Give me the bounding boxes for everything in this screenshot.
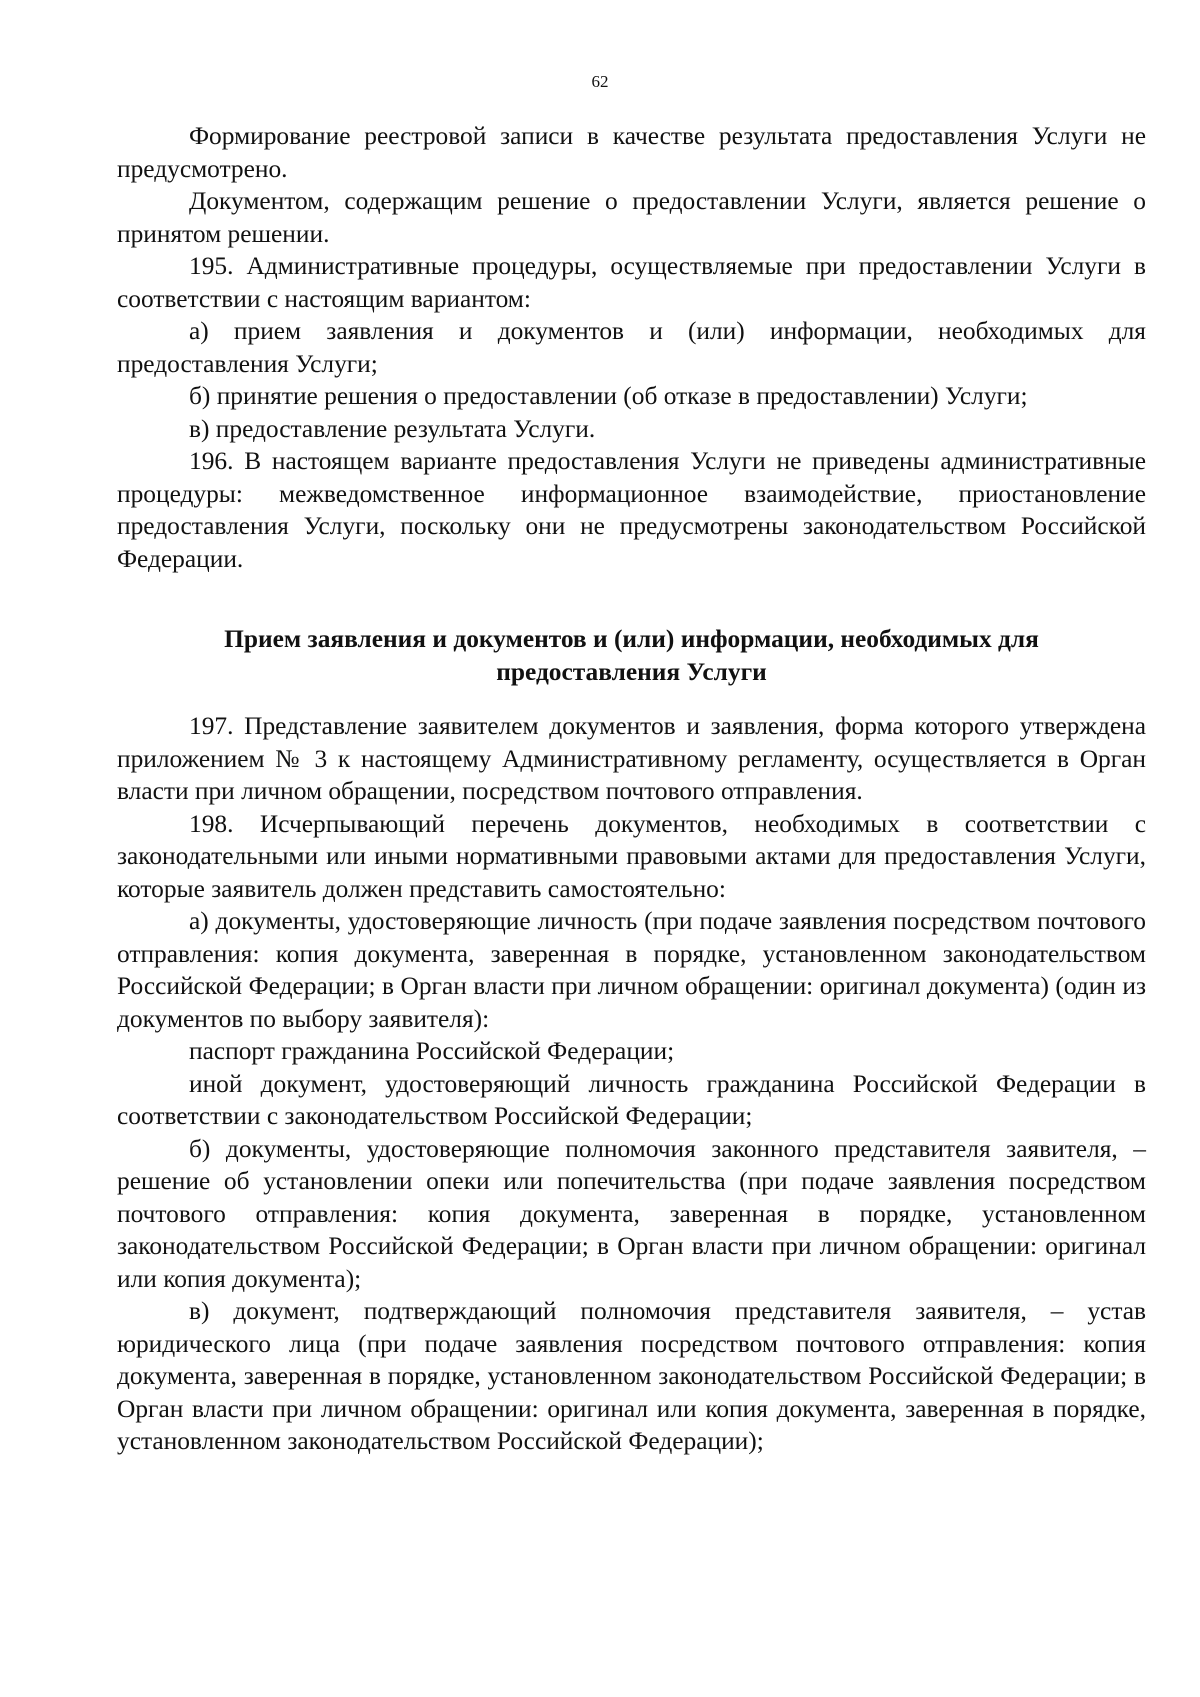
list-item-passport: паспорт гражданина Российской Федерации; [189, 1037, 675, 1065]
list-item-other-identity-document: иной документ, удостоверяющий личность гражданина Российской Федерации в соответствии с законодательством Российской Федерации; [117, 1069, 1146, 1130]
list-item-b-decision: б) принятие решения о предоставлении (об отказе в предоставлении) Услуги; [189, 382, 1028, 410]
list-item-v-result: в) предоставление результата Услуги. [189, 414, 596, 443]
paragraph-198: 198. Исчерпывающий перечень документов, необходимых в соответствии с законодательными или иными нормативными правовыми актами для предоставления Услуги, которые заявитель должен представить самостоятельно: [117, 809, 1146, 903]
section-heading-line-2: предоставления Услуги [496, 657, 767, 686]
list-item-a-reception: а) прием заявления и документов и (или) информации, необходимых для предоставления Услуги; [117, 317, 1146, 378]
section-heading [117, 623, 1146, 688]
list-item-v-representative-authority: в) документ, подтверждающий полномочия представителя заявителя, – устав юридического лица (при подаче заявления посредством почтового отправления: копия документа, заверенная в порядке, установленном законодательством Российской Федерации; в Орган власти при личном обращении: оригинал или копия документа, заверенная в порядке, установленном законодательством Российской Федерации); [117, 1297, 1146, 1455]
paragraph-registry-record: Формирование реестровой записи в качестве результата предоставления Услуги не предусмотрено. [117, 122, 1146, 183]
paragraph-197: 197. Представление заявителем документов и заявления, форма которого утверждена приложением № 3 к настоящему Административному регламенту, осуществляется в Орган власти при личном обращении, посредством почтового отправления. [117, 712, 1146, 805]
document-body [117, 120, 1146, 1458]
section-heading-line-1: Прием заявления и документов и (или) информации, необходимых для [224, 625, 1039, 653]
paragraph-decision-document: Документом, содержащим решение о предоставлении Услуги, является решение о принятом решении. [117, 187, 1146, 248]
list-item-a-identity-documents: а) документы, удостоверяющие личность (при подаче заявления посредством почтового отправления: копия документа, заверенная в порядке, установленном законодательством Российской Федерации; в Орган власти при личном обращении: оригинал документа) (один из документов по выбору заявителя): [117, 907, 1146, 1033]
list-item-b-legal-representative: б) документы, удостоверяющие полномочия законного представителя заявителя, – решение об установлении опеки или попечительства (при подаче заявления посредством почтового отправления: копия документа, заверенная в порядке, установленном законодательством Российской Федерации; в Орган власти при личном обращении: оригинал или копия документа); [117, 1134, 1146, 1293]
page-number: 62 [591, 72, 609, 91]
paragraph-195: 195. Административные процедуры, осуществляемые при предоставлении Услуги в соответствии с настоящим вариантом: [117, 252, 1146, 313]
paragraph-196: 196. В настоящем варианте предоставления Услуги не приведены административные процедуры: межведомственное информационное взаимодействие, приостановление предоставления Услуги, поскольку они не предусмотрены законодательством Российской Федерации. [117, 447, 1146, 573]
